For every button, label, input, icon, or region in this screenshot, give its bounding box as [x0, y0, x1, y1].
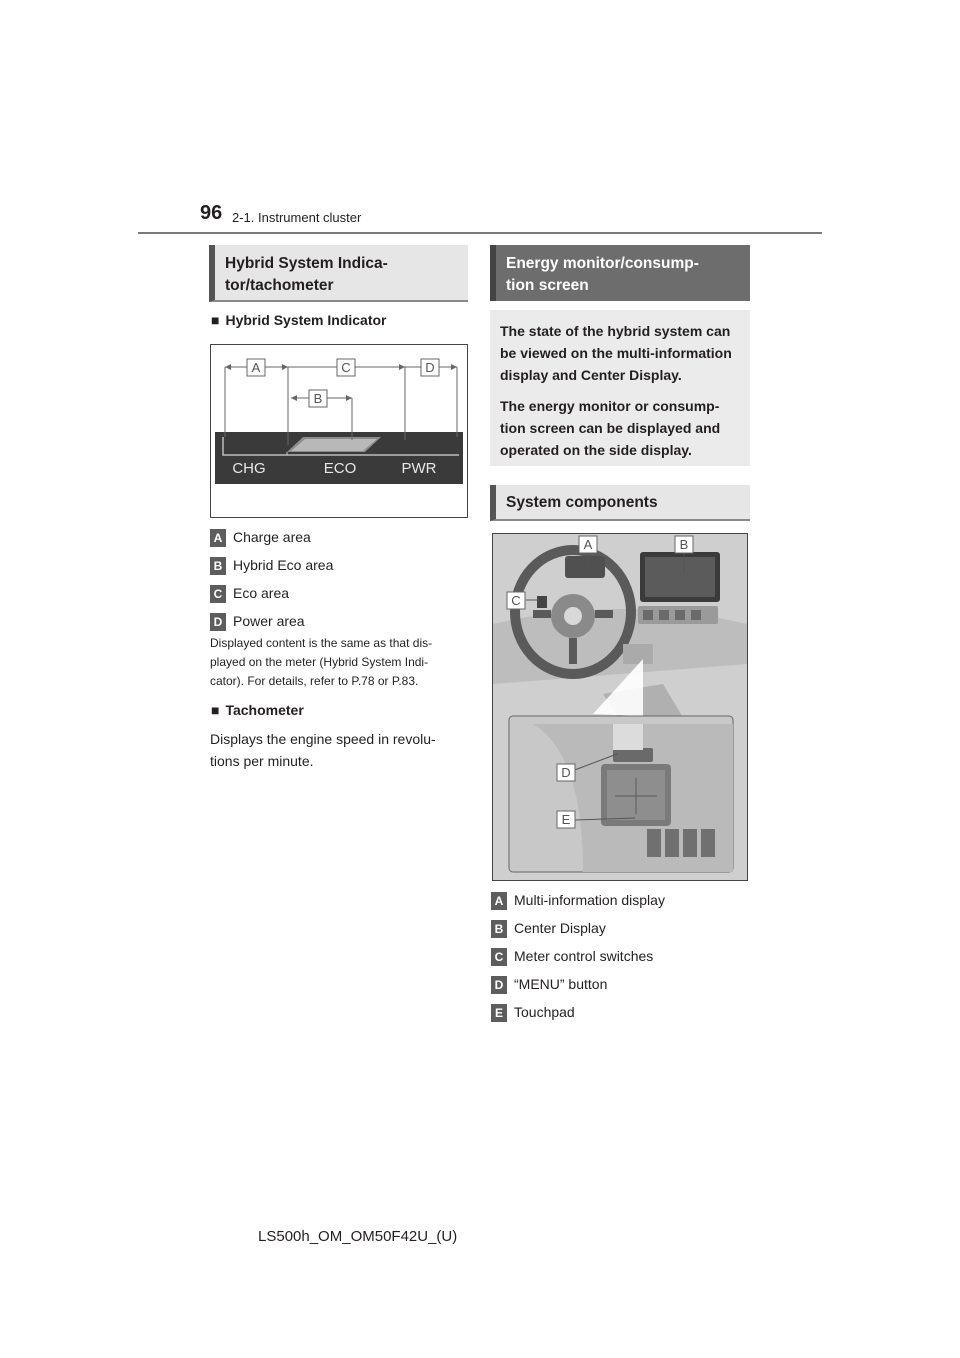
hybrid-indicator-figure — [210, 344, 468, 518]
info-line: The state of the hybrid system can — [500, 323, 731, 339]
callout-b: B — [679, 537, 689, 552]
legend-text: Multi-information display — [514, 892, 665, 908]
legend-text: “MENU” button — [514, 976, 608, 992]
legend-item — [210, 527, 311, 547]
heading-line: System components — [506, 494, 658, 511]
subheading-hybrid-system-indicator — [211, 312, 387, 328]
legend-item — [210, 555, 333, 575]
callout-c: C — [511, 593, 521, 608]
system-components-figure — [492, 533, 748, 881]
legend-item — [491, 946, 653, 966]
heading-line: tion screen — [506, 277, 589, 294]
heading-line: Energy monitor/consump- — [506, 255, 699, 272]
note-line: Displayed content is the same as that dis- — [210, 636, 433, 650]
callout-a: A — [251, 360, 261, 375]
heading-hybrid-system-indicator — [209, 245, 468, 302]
hybrid-indicator-illustration — [211, 345, 467, 517]
legend-key: B — [210, 557, 226, 575]
callout-d: D — [561, 765, 571, 780]
legend-key: A — [491, 892, 507, 910]
eco-range-highlight — [291, 439, 377, 451]
section-title: 2-1. Instrument cluster — [232, 210, 362, 225]
legend-text: Center Display — [514, 920, 606, 936]
square-bullet-icon: ■ — [211, 312, 220, 328]
legend-key: B — [491, 920, 507, 938]
body-line: Displays the engine speed in revolu- — [210, 731, 436, 747]
callout-a: A — [583, 537, 593, 552]
tachometer-text — [210, 728, 472, 772]
legend-key: D — [210, 613, 226, 631]
legend-key: E — [491, 1004, 507, 1022]
heading-system-components — [490, 485, 750, 521]
heading-line: tor/tachometer — [225, 277, 334, 294]
legend-text: Touchpad — [514, 1004, 575, 1020]
callout-d: D — [425, 360, 435, 375]
legend-item — [491, 918, 606, 938]
info-line: The energy monitor or consump- — [500, 398, 720, 414]
legend-item — [491, 1002, 575, 1022]
square-bullet-icon: ■ — [211, 702, 220, 718]
energy-monitor-info-box — [490, 310, 750, 466]
body-line: tions per minute. — [210, 753, 314, 769]
header-rule — [138, 232, 822, 234]
legend-text: Power area — [233, 613, 305, 629]
meter-control-switches — [537, 596, 547, 608]
multi-info-display — [565, 556, 605, 578]
legend-item — [491, 890, 665, 910]
info-paragraph — [500, 395, 740, 461]
info-paragraph — [500, 320, 740, 386]
callout-b: B — [313, 391, 323, 406]
info-line: tion screen can be displayed and — [500, 420, 721, 436]
callout-e: E — [561, 812, 571, 827]
legend-key: A — [210, 529, 226, 547]
menu-button — [613, 748, 653, 762]
legend-item — [210, 611, 305, 631]
note-line: played on the meter (Hybrid System Indi- — [210, 655, 429, 669]
legend-text: Hybrid Eco area — [233, 557, 334, 573]
info-line: be viewed on the multi-information — [500, 345, 732, 361]
info-line: display and Center Display. — [500, 367, 682, 383]
subheading-text: Hybrid System Indicator — [225, 312, 387, 328]
heading-line: Hybrid System Indica- — [225, 255, 388, 272]
legend-key: D — [491, 976, 507, 994]
legend-text: Charge area — [233, 529, 311, 545]
page-number: 96 — [200, 202, 223, 224]
callout-c: C — [341, 360, 351, 375]
heading-energy-monitor — [490, 245, 750, 301]
info-line: operated on the side display. — [500, 442, 692, 458]
cockpit-illustration — [493, 534, 747, 880]
label-chg: CHG — [232, 460, 266, 477]
legend-item — [491, 974, 607, 994]
subheading-text: Tachometer — [225, 702, 304, 718]
legend-item — [210, 583, 289, 603]
note-line: cator). For details, refer to P.78 or P.83. — [210, 674, 419, 688]
label-eco: ECO — [323, 460, 357, 477]
legend-text: Meter control switches — [514, 948, 654, 964]
label-pwr: PWR — [401, 460, 437, 477]
footer-doc-code: LS500h_OM_OM50F42U_(U) — [258, 1228, 458, 1245]
legend-text: Eco area — [233, 585, 290, 601]
subheading-tachometer — [211, 702, 304, 718]
note-text — [210, 634, 472, 691]
legend-key: C — [210, 585, 226, 603]
legend-key: C — [491, 948, 507, 966]
